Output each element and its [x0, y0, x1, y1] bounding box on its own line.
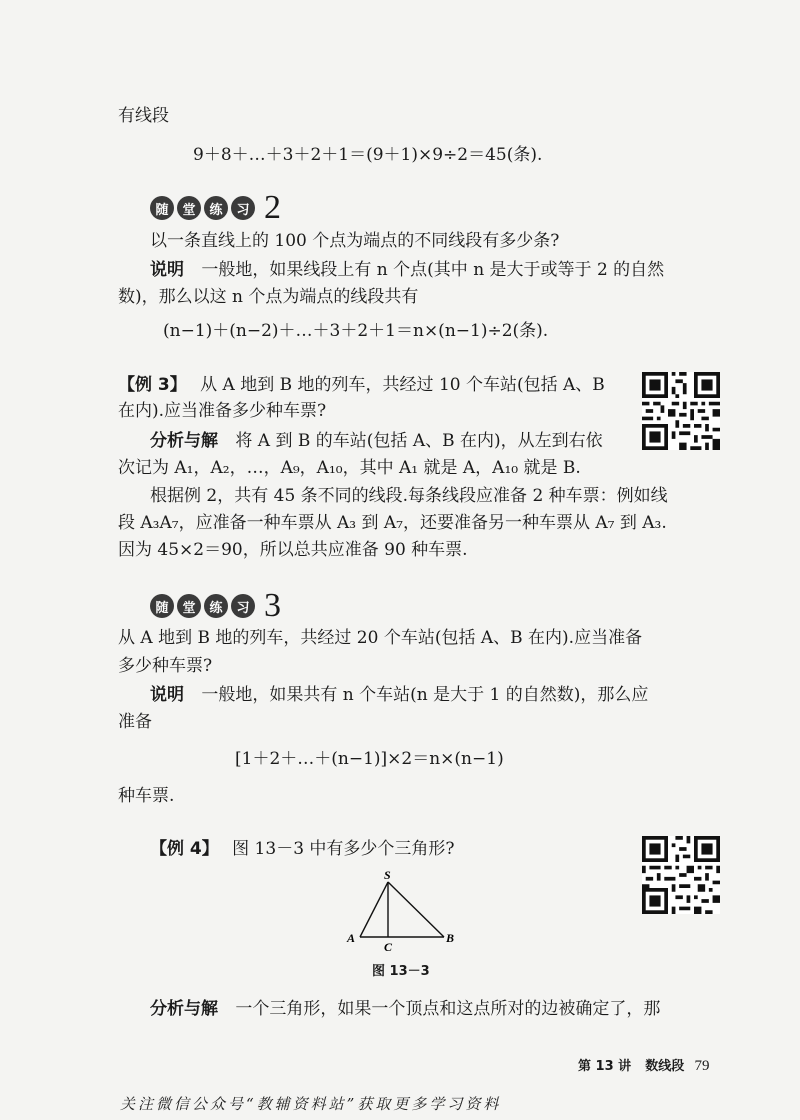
badge-char: 习 [231, 594, 255, 618]
page-footer [578, 1055, 709, 1075]
practice-3-question-line2: 多少种车票? [118, 656, 213, 676]
badge-char: 练 [204, 196, 228, 220]
badge-char: 堂 [177, 594, 201, 618]
practice-3-note-line2: 准备 [118, 712, 152, 732]
example-text: 从 A 地到 B 地的列车，共经过 10 个车站(包括 A、B [200, 375, 605, 395]
badge-char: 随 [150, 196, 174, 220]
footer-topic: 数线段 [645, 1059, 685, 1074]
practice-2-formula: (n−1)＋(n−2)＋…＋3＋2＋1＝n×(n−1)÷2(条). [163, 321, 549, 341]
example-4-line [150, 837, 455, 861]
example-3-analysis-line2: 次记为 A₁，A₂，…，A₉，A₁₀，其中 A₁ 就是 A，A₁₀ 就是 B. [118, 458, 581, 478]
practice-2-question: 以一条直线上的 100 个点为端点的不同线段有多少条? [150, 231, 560, 251]
qr-code-example-4 [642, 836, 720, 914]
example-3-para-line3: 因为 45×2＝90，所以总共应准备 90 种车票. [118, 540, 468, 560]
formula-1: 9＋8＋…＋3＋2＋1＝(9＋1)×9÷2＝45(条). [193, 145, 543, 165]
example-3-line1 [118, 373, 605, 397]
practice-3-tail: 种车票. [118, 786, 175, 806]
practice-3-badge [150, 587, 281, 624]
practice-3-note-line1 [150, 683, 648, 707]
example-4-analysis-line1 [150, 997, 660, 1021]
example-label: 【例 3】 [118, 375, 187, 395]
example-3-line2: 在内).应当准备多少种车票? [118, 401, 327, 421]
analysis-text: 将 A 到 B 的车站(包括 A、B 在内)，从左到右依 [235, 431, 603, 451]
practice-2-note-line1 [150, 258, 664, 282]
analysis-text: 一个三角形，如果一个顶点和这点所对的边被确定了，那 [235, 999, 661, 1019]
watermark-text: 关注微信公众号“教辅资料站”获取更多学习资料 [120, 1095, 502, 1113]
page-number: 79 [694, 1058, 710, 1074]
intro-line: 有线段 [118, 106, 169, 126]
practice-3-question-line1: 从 A 地到 B 地的列车，共经过 20 个车站(包括 A、B 在内).应当准备 [118, 628, 643, 648]
note-text: 一般地，如果线段上有 n 个点(其中 n 是大于或等于 2 的自然 [201, 260, 665, 280]
practice-number: 2 [264, 189, 281, 226]
example-3-para-line1: 根据例 2，共有 45 条不同的线段.每条线段应准备 2 种车票：例如线 [150, 486, 668, 506]
edge-sb [388, 882, 444, 937]
example-3-para-line2: 段 A₃A₇，应准备一种车票从 A₃ 到 A₇，还要准备另一种车票从 A₇ 到 A₃. [118, 513, 667, 533]
practice-2-badge [150, 189, 281, 226]
qr-code-example-3 [642, 372, 720, 450]
label-c: C [384, 940, 393, 954]
badge-char: 习 [231, 196, 255, 220]
figure-caption: 图 13－3 [372, 964, 430, 979]
badge-char: 随 [150, 594, 174, 618]
example-label: 【例 4】 [150, 839, 219, 859]
practice-3-formula: [1＋2＋…＋(n−1)]×2＝n×(n−1) [235, 749, 504, 769]
note-text: 一般地，如果共有 n 个车站(n 是大于 1 的自然数)，那么应 [201, 685, 649, 705]
label-s: S [384, 868, 391, 882]
example-3-analysis-line1 [150, 429, 603, 453]
label-a: A [347, 931, 356, 945]
triangle-figure [340, 866, 460, 956]
footer-lecture: 第 13 讲 [578, 1059, 632, 1074]
note-label: 说明 [150, 260, 184, 280]
badge-char: 堂 [177, 196, 201, 220]
label-b: B [446, 931, 455, 945]
badge-char: 练 [204, 594, 228, 618]
practice-number: 3 [264, 587, 281, 624]
analysis-label: 分析与解 [150, 431, 218, 451]
edge-sa [360, 882, 388, 937]
example-text: 图 13－3 中有多少个三角形? [232, 839, 455, 859]
note-label: 说明 [150, 685, 184, 705]
analysis-label: 分析与解 [150, 999, 218, 1019]
practice-2-note-line2: 数)，那么以这 n 个点为端点的线段共有 [118, 287, 419, 307]
